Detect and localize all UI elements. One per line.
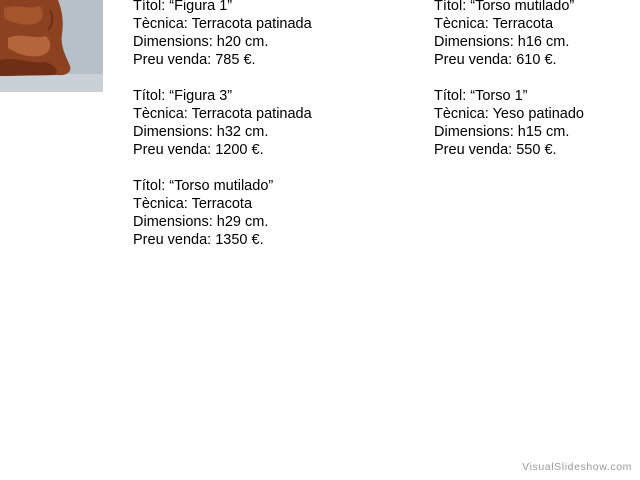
artwork-price: Preu venda: 550 €.	[434, 142, 557, 158]
artwork-entry	[434, 87, 584, 159]
artwork-price: Preu venda: 610 €.	[434, 52, 557, 68]
artwork-title: Títol: “Figura 1”	[133, 0, 233, 14]
artwork-entry	[133, 0, 312, 69]
artwork-dimensions: Dimensions: h16 cm.	[434, 34, 570, 50]
artwork-title: Títol: “Torso mutilado”	[133, 178, 274, 194]
artwork-technique: Tècnica: Yeso patinado	[434, 106, 584, 122]
artwork-title: Títol: “Figura 3”	[133, 88, 233, 104]
artwork-technique: Tècnica: Terracota	[133, 196, 253, 212]
artwork-list-left	[133, 0, 312, 267]
sculpture-image	[0, 0, 103, 92]
artwork-list-right	[434, 0, 584, 177]
artwork-dimensions: Dimensions: h29 cm.	[133, 214, 269, 230]
artwork-title: Títol: “Torso mutilado”	[434, 0, 575, 14]
artwork-technique: Tècnica: Terracota patinada	[133, 16, 312, 32]
artwork-dimensions: Dimensions: h32 cm.	[133, 124, 269, 140]
artwork-title: Títol: “Torso 1”	[434, 88, 528, 104]
artwork-price: Preu venda: 785 €.	[133, 52, 256, 68]
sculpture-photo	[0, 0, 103, 92]
artwork-entry	[434, 0, 584, 69]
artwork-price: Preu venda: 1350 €.	[133, 232, 264, 248]
artwork-price: Preu venda: 1200 €.	[133, 142, 264, 158]
artwork-technique: Tècnica: Terracota patinada	[133, 106, 312, 122]
artwork-entry	[133, 177, 312, 249]
artwork-dimensions: Dimensions: h20 cm.	[133, 34, 269, 50]
watermark-link[interactable]: VisualSlideshow.com	[522, 461, 632, 473]
artwork-technique: Tècnica: Terracota	[434, 16, 554, 32]
artwork-dimensions: Dimensions: h15 cm.	[434, 124, 570, 140]
photo-pedestal	[0, 74, 103, 92]
artwork-entry	[133, 87, 312, 159]
